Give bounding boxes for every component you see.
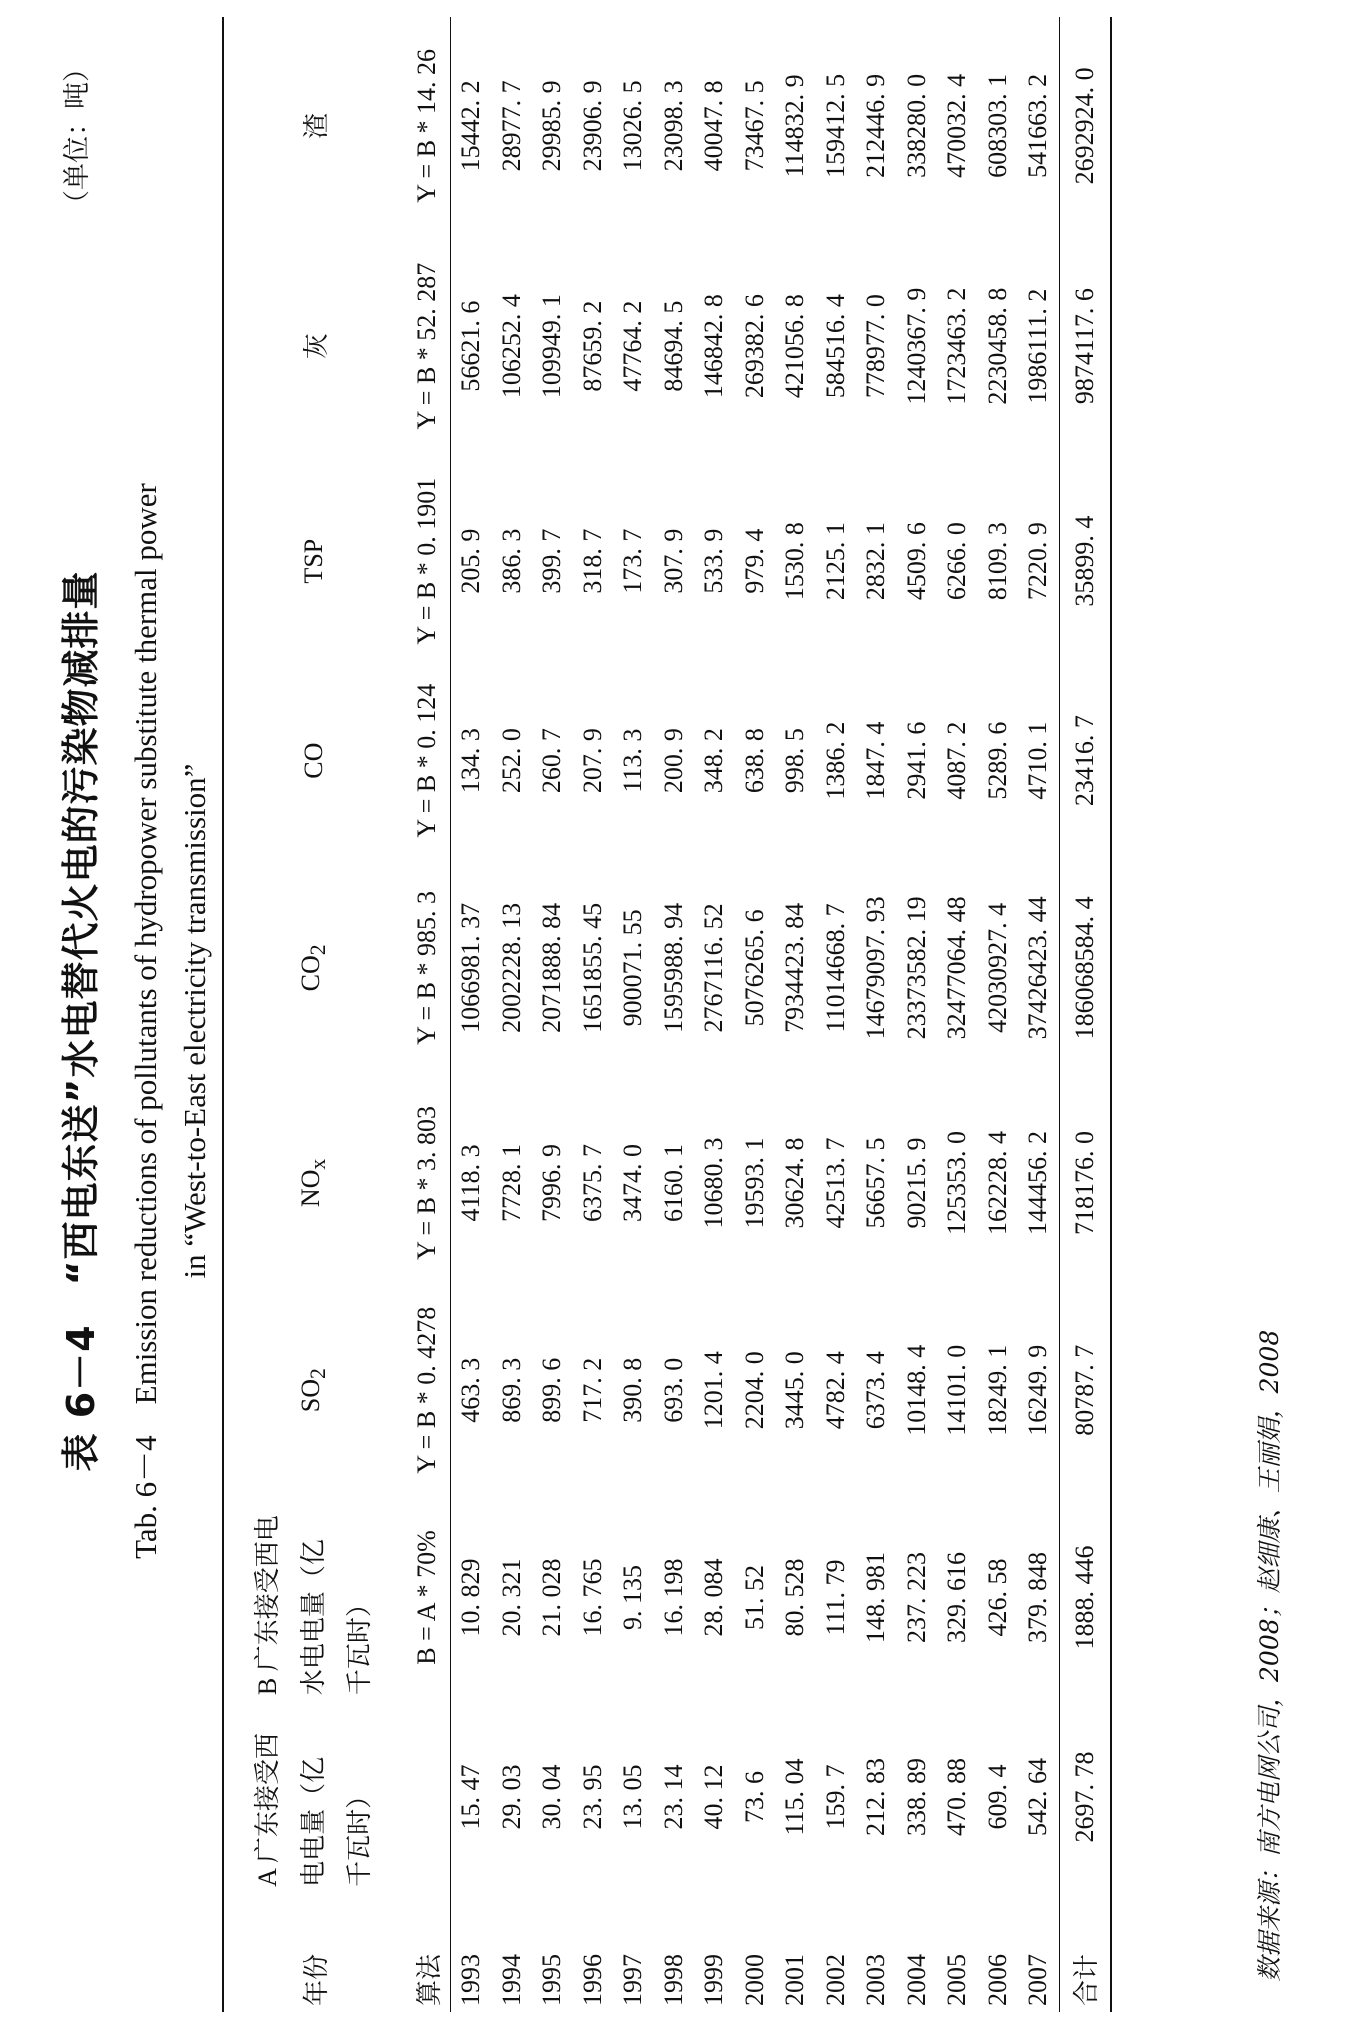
cell-value: 7996. 9 (537, 1143, 567, 1222)
cell-value: 56657. 5 (861, 1137, 891, 1229)
cell-value: 2204. 0 (739, 1351, 769, 1430)
cell-value: 338280. 0 (901, 73, 931, 178)
cell-value: 7220. 9 (1018, 458, 1059, 665)
cell-value: 4087. 2 (942, 721, 972, 800)
cell-value: 869. 3 (496, 1357, 526, 1423)
total-value: 9874117. 6 (1059, 235, 1111, 458)
cell-value: 146842. 8 (699, 294, 729, 399)
cell-value: 778977. 0 (861, 294, 891, 399)
cell-year: 2005 (942, 1954, 972, 2006)
cell-value: 638. 8 (739, 728, 769, 794)
cell-value: 608303. 1 (982, 73, 1012, 178)
formula-tsp: Y = B * 0. 1901 (404, 458, 451, 665)
header-slag: 渣 (223, 17, 404, 235)
table-row (654, 17, 695, 2012)
cell-value: 47764. 2 (618, 300, 648, 392)
table-row (532, 17, 573, 2012)
formula-so2: Y = B * 0. 4278 (404, 1287, 451, 1494)
cell-value: 14101. 0 (942, 1344, 972, 1436)
formula-nox: Y = B * 3. 803 (404, 1079, 451, 1286)
cell-value: 2230458. 8 (982, 287, 1012, 405)
cell-value: 16. 198 (658, 1558, 688, 1637)
cell-value: 37426423. 44 (1018, 857, 1059, 1080)
cell-value: 42513. 7 (820, 1137, 850, 1229)
cell-value: 106252. 4 (496, 294, 526, 399)
header-a-line2: 电电量（亿 (299, 1756, 328, 1887)
table-row (492, 17, 533, 2012)
cell-value: 16249. 9 (1018, 1287, 1059, 1494)
cell-value: 6375. 7 (577, 1143, 607, 1222)
header-co2: $CO_2$ (223, 857, 404, 1080)
cell-value: 2767116. 52 (699, 903, 729, 1033)
cell-value: 23906. 9 (577, 80, 607, 172)
header-b-line1: B 广东接受西电 (253, 1515, 282, 1696)
cell-value: 6160. 1 (658, 1143, 688, 1222)
cell-value: 212. 83 (861, 1757, 891, 1836)
table-row (775, 17, 816, 2012)
cell-value: 200. 9 (658, 728, 688, 794)
total-value: 186068584. 4 (1059, 857, 1111, 1080)
cell-value: 134. 3 (456, 728, 486, 794)
cell-value: 386. 3 (496, 528, 526, 594)
cell-value: 40047. 8 (699, 80, 729, 172)
cell-value: 4509. 6 (901, 522, 931, 601)
formula-slag: Y = B * 14. 26 (404, 17, 451, 235)
cell-value: 541663. 2 (1018, 17, 1059, 235)
formula-ash: Y = B * 52. 287 (404, 235, 451, 458)
cell-value: 4710. 1 (1018, 665, 1059, 857)
formula-label: 算法 (404, 1893, 451, 2012)
cell-year: 1997 (618, 1954, 648, 2006)
cell-value: 338. 89 (901, 1757, 931, 1836)
cell-value: 148. 981 (861, 1551, 891, 1643)
total-value: 2692924. 0 (1059, 17, 1111, 235)
cell-value: 205. 9 (456, 528, 486, 594)
table-row (694, 17, 735, 2012)
cell-value: 329. 616 (942, 1551, 972, 1643)
cell-value: 2832. 1 (861, 522, 891, 601)
cell-value: 1201. 4 (699, 1351, 729, 1430)
table-row (613, 17, 654, 2012)
cell-value: 979. 4 (739, 528, 769, 594)
cell-value: 426. 58 (982, 1558, 1012, 1637)
cell-value: 109949. 1 (537, 294, 567, 399)
table-row (573, 17, 614, 2012)
cell-value: 20. 321 (496, 1558, 526, 1637)
cell-value: 16. 765 (577, 1558, 607, 1637)
cell-value: 15. 47 (456, 1764, 486, 1830)
cell-year: 2000 (739, 1954, 769, 2006)
cell-year: 2004 (901, 1954, 931, 2006)
cell-value: 19593. 1 (739, 1137, 769, 1229)
table-title-english-line1: Tab. 6－4 Emission reductions of pollutants of hydropower substitute thermal power (128, 483, 163, 1559)
cell-value: 260. 7 (537, 728, 567, 794)
cell-value: 1651855. 45 (577, 902, 607, 1033)
cell-value: 6373. 4 (861, 1351, 891, 1430)
cell-year: 1996 (577, 1954, 607, 2006)
cell-year: 1993 (456, 1954, 486, 2006)
cell-value: 42030927. 4 (982, 902, 1012, 1033)
cell-value: 159412. 5 (820, 73, 850, 178)
table-row (451, 17, 492, 2012)
table-row (937, 17, 978, 2012)
cell-value: 7934423. 84 (780, 902, 810, 1033)
cell-value: 8109. 3 (982, 522, 1012, 601)
cell-value: 29. 03 (496, 1764, 526, 1830)
table-title-chinese: 表 6－4 “西电东送”水电替代火电的污染物减排量 (59, 570, 103, 1472)
cell-value: 173. 7 (618, 528, 648, 594)
cell-value: 87659. 2 (577, 300, 607, 392)
header-b (223, 1494, 404, 1701)
header-b-line2: 水电电量（亿 (299, 1539, 328, 1696)
cell-value: 84694. 5 (658, 300, 688, 392)
cell-value: 1723463. 2 (942, 287, 972, 405)
cell-value: 13. 05 (618, 1764, 648, 1830)
cell-value: 6266. 0 (942, 522, 972, 601)
cell-value: 1986111. 2 (1018, 235, 1059, 458)
cell-value: 13026. 5 (618, 80, 648, 172)
cell-value: 111. 79 (820, 1559, 850, 1636)
cell-value: 29985. 9 (537, 80, 567, 172)
cell-value: 609. 4 (982, 1764, 1012, 1830)
cell-value: 463. 3 (456, 1357, 486, 1423)
table-title-english-line2: in “West-to-East electricity transmission” (177, 763, 212, 1279)
cell-value: 115. 04 (780, 1758, 810, 1836)
cell-value: 318. 7 (577, 528, 607, 594)
cell-value: 28977. 7 (496, 80, 526, 172)
cell-value: 900071. 55 (618, 909, 648, 1027)
cell-value: 379. 848 (1018, 1494, 1059, 1701)
total-value: 80787. 7 (1059, 1287, 1111, 1494)
cell-value: 4118. 3 (456, 1144, 486, 1222)
cell-value: 2941. 6 (901, 721, 931, 800)
cell-value: 1386. 2 (820, 721, 850, 800)
cell-year: 2001 (780, 1954, 810, 2006)
cell-value: 390. 8 (618, 1357, 648, 1423)
cell-value: 162228. 4 (982, 1130, 1012, 1235)
cell-value: 73. 6 (739, 1770, 769, 1823)
cell-value: 159. 7 (820, 1764, 850, 1830)
total-label: 合计 (1059, 1893, 1111, 2012)
cell-value: 28. 084 (699, 1558, 729, 1637)
cell-value: 15442. 2 (456, 80, 486, 172)
table-row (856, 17, 897, 2012)
cell-value: 717. 2 (577, 1357, 607, 1423)
table-row (978, 17, 1019, 2012)
table-row (897, 17, 938, 2012)
table-row (816, 17, 857, 2012)
cell-value: 1240367. 9 (901, 287, 931, 405)
cell-value: 14679097. 93 (861, 896, 891, 1040)
header-year: 年份 (223, 1893, 404, 2012)
cell-year: 1998 (658, 1954, 688, 2006)
table-row (1018, 17, 1059, 2012)
header-a-line3: 千瓦时） (345, 1782, 374, 1887)
cell-value: 533. 9 (699, 528, 729, 594)
total-row (1059, 17, 1111, 2012)
cell-year: 2007 (1018, 1893, 1059, 2012)
cell-value: 7728. 1 (496, 1143, 526, 1222)
cell-value: 237. 223 (901, 1551, 931, 1643)
cell-value: 18249. 1 (982, 1344, 1012, 1436)
cell-value: 10148. 4 (901, 1344, 931, 1436)
table-row (735, 17, 776, 2012)
cell-value: 10680. 3 (699, 1137, 729, 1229)
cell-value: 114832. 9 (780, 74, 810, 178)
emission-table (222, 17, 1112, 2012)
header-a-line1: A 广东接受西 (253, 1732, 282, 1887)
header-nox: $NO_x$ (223, 1079, 404, 1286)
formula-b: B = A * 70% (404, 1494, 451, 1701)
total-value: 35899. 4 (1059, 458, 1111, 665)
total-value: 23416. 7 (1059, 665, 1111, 857)
cell-value: 9. 135 (618, 1564, 648, 1630)
cell-value: 21. 028 (537, 1558, 567, 1637)
cell-value: 584516. 4 (820, 294, 850, 399)
cell-year: 2006 (982, 1954, 1012, 2006)
cell-value: 80. 528 (780, 1558, 810, 1637)
cell-value: 30624. 8 (780, 1137, 810, 1229)
total-value: 1888. 446 (1059, 1494, 1111, 1701)
cell-value: 470032. 4 (942, 73, 972, 178)
cell-year: 1999 (699, 1954, 729, 2006)
cell-value: 1066981. 37 (456, 902, 486, 1033)
total-value: 2697. 78 (1059, 1701, 1111, 1893)
cell-value: 998. 5 (780, 728, 810, 794)
unit-label: （单位：吨） (62, 55, 93, 217)
header-co: CO (223, 665, 404, 857)
cell-value: 5289. 6 (982, 721, 1012, 800)
header-ash: 灰 (223, 235, 404, 458)
cell-value: 125353. 0 (942, 1130, 972, 1235)
cell-value: 2071888. 84 (537, 902, 567, 1033)
cell-value: 542. 64 (1018, 1701, 1059, 1893)
cell-value: 3474. 0 (618, 1143, 648, 1222)
cell-value: 269382. 6 (739, 294, 769, 399)
cell-value: 11014668. 7 (820, 903, 850, 1033)
cell-value: 30. 04 (537, 1764, 567, 1830)
cell-value: 693. 0 (658, 1357, 688, 1423)
cell-year: 2003 (861, 1954, 891, 2006)
cell-value: 399. 7 (537, 528, 567, 594)
cell-value: 23. 95 (577, 1764, 607, 1830)
cell-value: 348. 2 (699, 728, 729, 794)
formula-co: Y = B * 0. 124 (404, 665, 451, 857)
cell-value: 51. 52 (739, 1564, 769, 1630)
cell-value: 3445. 0 (780, 1351, 810, 1430)
cell-value: 144456. 2 (1018, 1079, 1059, 1286)
cell-value: 90215. 9 (901, 1137, 931, 1229)
cell-value: 1530. 8 (780, 522, 810, 601)
table-body (451, 17, 1060, 2012)
cell-value: 2002228. 13 (496, 902, 526, 1033)
total-value: 718176. 0 (1059, 1079, 1111, 1286)
cell-value: 73467. 5 (739, 80, 769, 172)
data-source-note: 数据来源：南方电网公司，2008；赵细康、王丽娟，2008 (1255, 1329, 1284, 1982)
cell-value: 421056. 8 (780, 294, 810, 399)
header-so2: $SO_2$ (223, 1287, 404, 1494)
cell-value: 56621. 6 (456, 300, 486, 392)
header-tsp: TSP (223, 458, 404, 665)
cell-year: 1994 (496, 1954, 526, 2006)
header-b-line3: 千瓦时） (345, 1591, 374, 1696)
cell-value: 207. 9 (577, 728, 607, 794)
cell-value: 5076265. 6 (739, 909, 769, 1027)
cell-value: 307. 9 (658, 528, 688, 594)
cell-value: 32477064. 48 (942, 896, 972, 1040)
cell-value: 1595988. 94 (658, 902, 688, 1033)
cell-value: 23098. 3 (658, 80, 688, 172)
formula-co2: Y = B * 985. 3 (404, 857, 451, 1080)
cell-year: 2002 (820, 1954, 850, 2006)
cell-value: 252. 0 (496, 728, 526, 794)
cell-value: 4782. 4 (820, 1351, 850, 1430)
header-a (223, 1701, 404, 1893)
cell-value: 470. 88 (942, 1757, 972, 1836)
formula-a (404, 1701, 451, 1893)
cell-value: 2125. 1 (820, 522, 850, 601)
cell-value: 10. 829 (456, 1558, 486, 1637)
cell-value: 899. 6 (537, 1357, 567, 1423)
cell-value: 23373582. 19 (901, 896, 931, 1040)
cell-year: 1995 (537, 1954, 567, 2006)
cell-value: 1847. 4 (861, 721, 891, 800)
cell-value: 212446. 9 (861, 73, 891, 178)
cell-value: 113. 3 (618, 728, 648, 793)
cell-value: 40. 12 (699, 1764, 729, 1830)
cell-value: 23. 14 (658, 1764, 688, 1830)
